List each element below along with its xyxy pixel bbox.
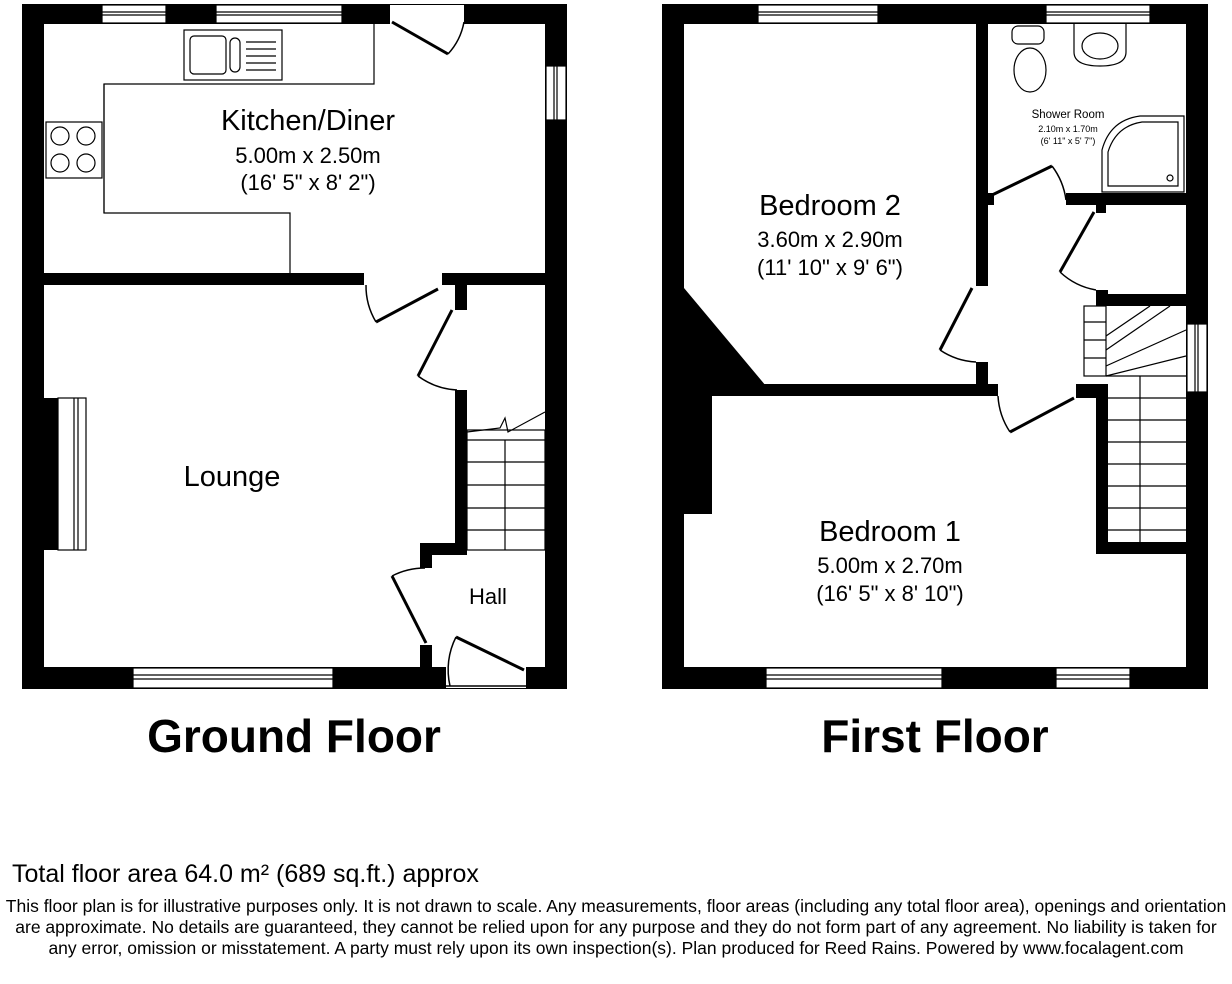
bedroom1-metric: 5.00m x 2.70m (817, 553, 963, 578)
gf-fixtures (44, 24, 545, 550)
gf-stairs (467, 412, 545, 550)
gf-wall-left (22, 4, 44, 689)
gf-window-4 (133, 668, 333, 688)
ff-wall-stair-bottom (1096, 542, 1186, 554)
ff-window-4 (766, 668, 942, 688)
shower-imperial: (6' 11" x 5' 7") (1040, 136, 1096, 146)
kitchen-imperial: (16' 5" x 8' 2") (240, 170, 376, 195)
ff-basin (1074, 24, 1126, 66)
gf-fireplace (58, 398, 86, 550)
bedroom1-name: Bedroom 1 (819, 516, 961, 548)
gf-wall-kitchen-lounge (44, 273, 364, 285)
ff-window-3 (1187, 324, 1207, 392)
gf-wall-kitchen-hall (442, 273, 545, 285)
ff-chimney-angled (684, 288, 766, 514)
shower-metric: 2.10m x 1.70m (1038, 124, 1098, 134)
gf-wall-hall-lower-b (420, 645, 432, 670)
ff-wall-bed2-bed1 (712, 384, 998, 396)
gf-sink (184, 30, 282, 80)
gf-wall-hall-upper (455, 285, 467, 310)
shower-name: Shower Room (1031, 109, 1105, 121)
ground-floor-title: Ground Floor (147, 710, 441, 762)
ff-toilet (1012, 26, 1046, 92)
gf-wall-hall-mid (455, 390, 467, 550)
kitchen-metric: 5.00m x 2.50m (235, 143, 381, 168)
ff-wall-stair-left-a (1096, 290, 1108, 306)
ff-shower-tray (1102, 116, 1184, 192)
bedroom2-name: Bedroom 2 (759, 190, 901, 222)
ff-window-5 (1056, 668, 1130, 688)
bedroom2-imperial: (11' 10" x 9' 6") (757, 255, 903, 280)
gf-window-2 (216, 5, 342, 23)
bedroom1-imperial: (16' 5" x 8' 10") (816, 581, 964, 606)
hall-name: Hall (469, 584, 507, 609)
bedroom2-metric: 3.60m x 2.90m (757, 227, 903, 252)
ff-wall-bed2-right-lower (976, 362, 988, 386)
disclaimer-text: This floor plan is for illustrative purposes only. It is not drawn to scale. Any measurements, floor areas (including any total floor area), openings and orientation are approximate. No details are guaranteed, they cannot be relied upon for any purpose and they do not form part of any agreement. No liability is taken for any error, omission or misstatement. A party must rely upon its own inspection(s). Plan produced for Reed Rains. Powered by www.focalagent.com (5, 896, 1227, 958)
kitchen-name: Kitchen/Diner (220, 105, 396, 137)
ff-window-1 (758, 5, 878, 23)
room-labels (147, 105, 1104, 762)
gf-window-3 (546, 66, 566, 120)
first-floor-title: First Floor (821, 710, 1049, 762)
ff-wall-cupboard-bottom (1096, 294, 1186, 306)
ff-wall-cupboard-stub (1096, 205, 1106, 213)
ff-wall-left (662, 4, 684, 689)
ff-wall-bed2-right-upper (976, 24, 988, 286)
gf-wall-hall-lower-a (420, 543, 432, 568)
ff-window-2 (1046, 5, 1150, 23)
total-floor-area: Total floor area 64.0 m² (689 sq.ft.) approx (12, 860, 479, 888)
ff-wall-stair-left-c (1096, 384, 1108, 554)
gf-window-1 (102, 5, 166, 23)
ff-wall-shower-bottom-b (1066, 193, 1186, 205)
lounge-name: Lounge (183, 461, 281, 493)
